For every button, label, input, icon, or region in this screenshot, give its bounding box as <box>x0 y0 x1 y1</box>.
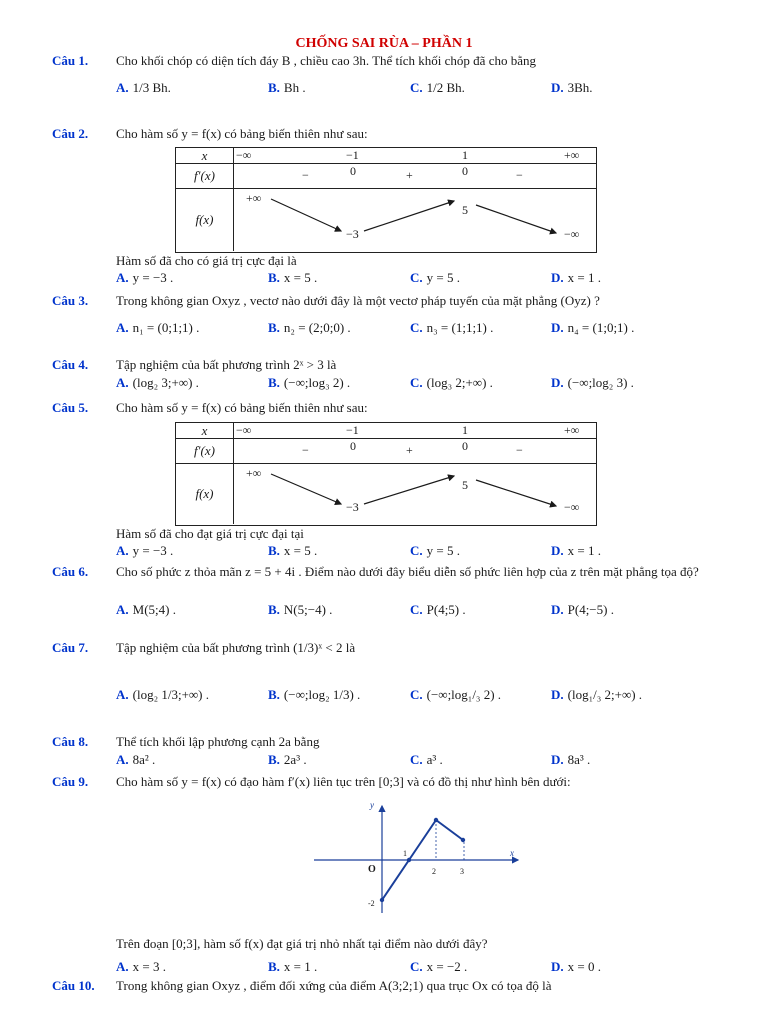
page-title: CHỐNG SAI RÙA – PHẦN 1 <box>295 36 473 51</box>
x-axis-label: x <box>510 848 514 858</box>
option-a: A. x = 3 . <box>116 959 166 974</box>
option-c: C. a³ . <box>410 752 443 767</box>
question-text: Cho số phức z thỏa mãn z = 5 + 4i . Điểm nào dưới đây biểu diễn số phức liên hợp của z trên mặt phẳng tọa độ? <box>116 564 699 579</box>
question-text: Thể tích khối lập phương cạnh 2a bằng <box>116 734 320 749</box>
variation-table-1 <box>175 147 597 253</box>
option-b: B. 2a³ . <box>268 752 307 767</box>
option-b: B. x = 5 . <box>268 543 318 558</box>
option-c: C. y = 5 . <box>410 543 460 558</box>
question-number: Câu 3. <box>52 293 89 308</box>
question-number: Câu 6. <box>52 564 89 579</box>
tick-label-neg2: -2 <box>368 899 375 908</box>
table-row-x: x −∞ −1 1 +∞ <box>176 423 596 439</box>
graph-point <box>380 898 384 902</box>
variation-arrows <box>176 189 596 251</box>
option-b: B. x = 1 . <box>268 959 318 974</box>
option-b: B. n₂ = (2;0;0) . <box>268 320 351 335</box>
question-text: Cho khối chóp có diện tích đáy B , chiều cao 3h. Thể tích khối chóp đã cho bằng <box>116 53 536 68</box>
option-c: C. (−∞;log₁/₃ 2) . <box>410 687 502 702</box>
option-c: C. P(4;5) . <box>410 602 466 617</box>
option-d: D. x = 0 . <box>551 959 601 974</box>
option-a: A. y = −3 . <box>116 270 174 285</box>
question-text: Tập nghiệm của bất phương trình 2ˣ > 3 là <box>116 357 337 372</box>
question-number: Câu 10. <box>52 978 95 993</box>
table-row-derivative: f′(x) − 0 + 0 − <box>176 164 596 189</box>
question-number: Câu 2. <box>52 126 89 141</box>
question-followup: Trên đoạn [0;3], hàm số f(x) đạt giá trị nhỏ nhất tại điểm nào dưới đây? <box>116 936 488 951</box>
option-b: B. x = 5 . <box>268 270 318 285</box>
question-number: Câu 9. <box>52 774 89 789</box>
option-d: D. P(4;−5) . <box>551 602 614 617</box>
option-a: A. M(5;4) . <box>116 602 176 617</box>
variation-arrows <box>176 464 596 524</box>
question-followup: Hàm số đã cho đạt giá trị cực đại tại <box>116 526 304 541</box>
question-text: Cho hàm số y = f(x) có đạo hàm f′(x) liên tục trên [0;3] và có đồ thị như hình bên dưới: <box>116 774 571 789</box>
option-b: B. Bh . <box>268 80 306 95</box>
option-c: C. y = 5 . <box>410 270 460 285</box>
option-b: B. N(5;−4) . <box>268 602 333 617</box>
origin-label: O <box>368 864 376 875</box>
option-d: D. 3Bh. <box>551 80 593 95</box>
option-b: B. (−∞;log₂ 1/3) . <box>268 687 361 702</box>
question-text: Trong không gian Oxyz , điểm đối xứng của điểm A(3;2;1) qua trục Ox có tọa độ là <box>116 978 552 993</box>
question-number: Câu 1. <box>52 53 89 68</box>
table-row-x: x −∞ −1 1 +∞ <box>176 148 596 164</box>
question-text: Cho hàm số y = f(x) có bảng biến thiên như sau: <box>116 400 368 415</box>
option-a: A. (log₂ 3;+∞) . <box>116 375 199 390</box>
option-d: D. (log₁/₃ 2;+∞) . <box>551 687 643 702</box>
y-axis-label: y <box>370 800 374 810</box>
tick-label-1: 1 <box>403 849 407 858</box>
option-c: C. n₃ = (1;1;1) . <box>410 320 494 335</box>
option-d: D. n₄ = (1;0;1) . <box>551 320 635 335</box>
question-followup: Hàm số đã cho có giá trị cực đại là <box>116 253 297 268</box>
question-number: Câu 5. <box>52 400 89 415</box>
graph-point <box>434 818 438 822</box>
graph-point <box>461 838 465 842</box>
question-number: Câu 7. <box>52 640 89 655</box>
option-d: D. x = 1 . <box>551 270 601 285</box>
option-d: D. x = 1 . <box>551 543 601 558</box>
option-a: A. 8a² . <box>116 752 156 767</box>
option-d: D. (−∞;log₂ 3) . <box>551 375 634 390</box>
question-number: Câu 8. <box>52 734 89 749</box>
tick-label-2: 2 <box>432 867 436 876</box>
option-c: C. 1/2 Bh. <box>410 80 465 95</box>
option-a: A. 1/3 Bh. <box>116 80 171 95</box>
option-a: A. (log₂ 1/3;+∞) . <box>116 687 210 702</box>
variation-table-2 <box>175 422 597 526</box>
option-a: A. y = −3 . <box>116 543 174 558</box>
table-row-function: f(x) +∞ −3 5 −∞ <box>176 189 596 251</box>
tick-label-3: 3 <box>460 867 464 876</box>
table-row-derivative: f′(x) − 0 + 0 − <box>176 439 596 464</box>
question-text: Trong không gian Oxyz , vectơ nào dưới đây là một vectơ pháp tuyến của mặt phẳng (Oyz) ? <box>116 293 600 308</box>
option-b: B. (−∞;log₃ 2) . <box>268 375 351 390</box>
derivative-graph <box>310 798 530 918</box>
option-c: C. x = −2 . <box>410 959 468 974</box>
table-row-function: f(x) +∞ −3 5 −∞ <box>176 464 596 524</box>
graph-point <box>407 858 411 862</box>
question-text: Cho hàm số y = f(x) có bảng biến thiên như sau: <box>116 126 368 141</box>
option-c: C. (log₃ 2;+∞) . <box>410 375 493 390</box>
option-d: D. 8a³ . <box>551 752 591 767</box>
question-number: Câu 4. <box>52 357 89 372</box>
question-text: Tập nghiệm của bất phương trình (1/3)ˣ < 2 là <box>116 640 356 655</box>
option-a: A. n₁ = (0;1;1) . <box>116 320 200 335</box>
